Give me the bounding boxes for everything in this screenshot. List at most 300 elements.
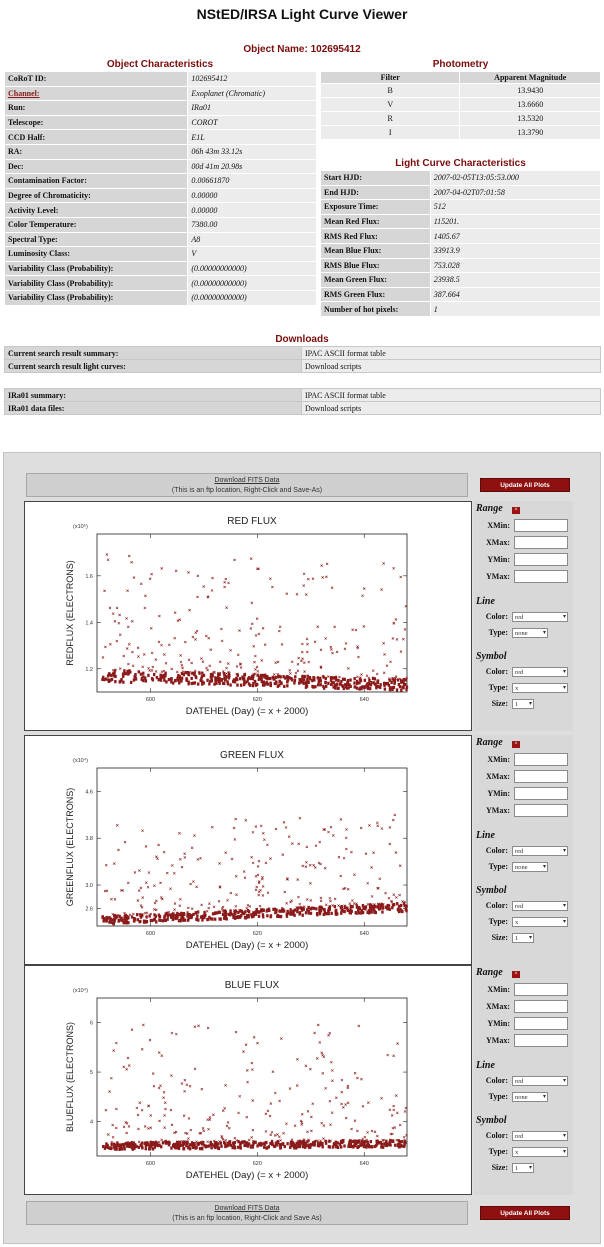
object-characteristic-value: 06h 43m 33.12s (188, 144, 317, 159)
data-point (190, 677, 192, 680)
ymax-label: YMax: (486, 806, 510, 815)
data-point (195, 676, 197, 679)
data-point (114, 675, 116, 678)
data-point (189, 1147, 191, 1150)
light-curve-label: RMS Blue Flux: (321, 258, 431, 273)
data-point (104, 917, 106, 920)
data-point (183, 1142, 185, 1145)
data-point (174, 679, 176, 682)
data-point (236, 678, 238, 681)
data-point (346, 907, 348, 910)
xmax-input[interactable] (514, 1000, 568, 1013)
light-curve-label: Mean Red Flux: (321, 214, 431, 229)
data-point (334, 905, 336, 908)
data-point (307, 681, 309, 684)
data-point (179, 919, 181, 922)
light-curve-row (321, 258, 601, 273)
data-point (239, 915, 241, 918)
data-point (290, 912, 292, 915)
data-point (213, 683, 215, 686)
object-characteristic-label: RA: (5, 144, 188, 159)
data-point (305, 911, 307, 914)
data-point (284, 1145, 286, 1148)
xmax-input[interactable] (514, 536, 568, 549)
line-heading: Line (476, 830, 495, 841)
download-row (5, 389, 601, 402)
xmin-label: XMin: (487, 985, 510, 994)
range-heading: Range (476, 737, 503, 748)
light-curve-label: RMS Red Flux: (321, 229, 431, 244)
line-type-select[interactable] (512, 862, 548, 872)
data-point (378, 907, 380, 910)
data-point (214, 918, 216, 921)
light-curve-value: 512 (430, 200, 600, 215)
symbol-size-label: Size: (491, 699, 508, 708)
chart-y-multiplier: (x10⁴) (73, 758, 88, 764)
data-point (275, 681, 277, 684)
chevron-down-icon: ▾ (562, 1133, 566, 1139)
data-point (275, 908, 277, 911)
xmin-input[interactable] (514, 519, 568, 532)
data-point (368, 1144, 370, 1147)
download-label: Current search result summary: (5, 347, 302, 360)
data-point (113, 1146, 115, 1149)
data-point (323, 687, 325, 690)
symbol-heading: Symbol (476, 885, 507, 896)
data-point (157, 1144, 159, 1147)
data-point (203, 911, 205, 914)
data-point (276, 915, 278, 918)
data-point (267, 683, 269, 686)
data-point (400, 904, 402, 907)
object-characteristic-label: Dec: (5, 159, 188, 174)
update-all-plots-button-top[interactable]: Update All Plots (480, 478, 570, 492)
data-point (360, 687, 362, 690)
symbol-type-label: Type: (488, 683, 508, 692)
data-point (299, 1144, 301, 1147)
symbol-type-select[interactable] (512, 1147, 568, 1157)
symbol-size-value: 1 (515, 1165, 519, 1172)
downloads-table-current (4, 346, 601, 373)
download-row (5, 347, 601, 360)
object-characteristic-value: Exoplanet (Chromatic) (188, 86, 317, 101)
data-point (279, 675, 281, 678)
photometry-row (321, 112, 601, 126)
data-point (375, 1144, 377, 1147)
data-point (334, 686, 336, 689)
xmax-input[interactable] (514, 770, 568, 783)
chevron-down-icon: ▾ (528, 701, 532, 707)
data-point (286, 910, 288, 913)
download-link[interactable]: Download scripts (302, 360, 601, 373)
data-point (360, 679, 362, 682)
data-point (278, 909, 280, 912)
light-curve-label: Mean Blue Flux: (321, 243, 431, 258)
data-point (252, 682, 254, 685)
data-point (301, 914, 303, 917)
chart-y-multiplier: (x10⁵) (73, 524, 88, 530)
data-point (153, 913, 155, 916)
data-point (375, 686, 377, 689)
data-point (367, 1141, 369, 1144)
ymin-input[interactable] (514, 1017, 568, 1030)
data-point (243, 677, 245, 680)
photometry-magnitude: 13.5320 (460, 112, 601, 126)
data-point (256, 1144, 258, 1147)
ymin-input[interactable] (514, 787, 568, 800)
data-point (102, 676, 104, 679)
photometry-filter: R (321, 112, 460, 126)
data-point (247, 909, 249, 912)
data-point (301, 1142, 303, 1145)
scatter-plot (25, 736, 471, 964)
photometry-filter-header: Filter (321, 72, 460, 84)
data-point (234, 915, 236, 918)
data-point (196, 914, 198, 917)
photometry-row (321, 84, 601, 98)
download-fits-link-top[interactable]: Download FITS Data (214, 477, 280, 484)
data-point (400, 689, 402, 692)
photometry-filter: V (321, 98, 460, 112)
chevron-down-icon: ▾ (528, 935, 532, 941)
data-point (185, 678, 187, 681)
photometry-magnitude-header: Apparent Magnitude (460, 72, 601, 84)
fits-download-bar-top (26, 473, 468, 497)
line-color-select[interactable] (512, 1076, 568, 1086)
data-point (166, 918, 168, 921)
light-curve-value: 753.028 (430, 258, 600, 273)
symbol-color-select[interactable] (512, 901, 568, 911)
data-point (102, 1145, 104, 1148)
download-link[interactable]: IPAC ASCII format table (302, 389, 601, 402)
data-point (337, 1146, 339, 1149)
plot-controls (474, 735, 573, 965)
data-point (337, 687, 339, 690)
data-point (218, 1147, 220, 1150)
data-point (381, 1143, 383, 1146)
data-point (315, 907, 317, 910)
object-characteristic-value: COROT (188, 115, 317, 130)
chevron-down-icon: ▾ (562, 919, 566, 925)
light-curve-value: 1 (430, 302, 600, 317)
data-point (120, 678, 122, 681)
light-curve-row (321, 185, 601, 200)
data-point (303, 678, 305, 681)
data-point (385, 1140, 387, 1143)
line-color-value: red (515, 1078, 524, 1085)
symbol-type-select[interactable] (512, 917, 568, 927)
line-heading: Line (476, 1060, 495, 1071)
data-point (191, 1141, 193, 1144)
y-tick-label: 1.4 (85, 620, 93, 627)
data-point (229, 912, 231, 915)
download-link[interactable]: IPAC ASCII format table (302, 347, 601, 360)
range-close-icon[interactable]: × (512, 507, 520, 514)
light-curve-row (321, 243, 601, 258)
data-point (120, 1143, 122, 1146)
data-point (210, 676, 212, 679)
x-axis-label: DATEHEL (Day) (= x + 2000) (185, 706, 309, 717)
symbol-heading: Symbol (476, 1115, 507, 1126)
data-point (199, 1147, 201, 1150)
data-point (224, 1145, 226, 1148)
symbol-type-select[interactable] (512, 683, 568, 693)
data-point (363, 1145, 365, 1148)
data-point (195, 1146, 197, 1149)
data-point (269, 1142, 271, 1145)
object-characteristics-heading: Object Characteristics (106, 59, 214, 70)
data-point (313, 678, 315, 681)
line-type-select[interactable] (512, 628, 548, 638)
data-point (374, 677, 376, 680)
data-point (118, 1148, 120, 1151)
data-point (180, 679, 182, 682)
data-point (314, 685, 316, 688)
data-point (159, 919, 161, 922)
data-point (280, 915, 282, 918)
range-close-icon[interactable]: × (512, 741, 520, 748)
chart-y-multiplier: (x10⁴) (73, 988, 88, 994)
data-point (370, 681, 372, 684)
data-point (236, 683, 238, 686)
data-point (129, 670, 131, 673)
data-point (270, 683, 272, 686)
ymax-input[interactable] (514, 804, 568, 817)
data-point (298, 678, 300, 681)
y-tick-label: 6 (89, 1020, 93, 1027)
light-curve-value: 33913.9 (430, 243, 600, 258)
chart-title: BLUE FLUX (224, 980, 280, 991)
data-point (393, 686, 395, 689)
data-point (148, 1145, 150, 1148)
data-point (218, 677, 220, 680)
light-curve-row (321, 287, 601, 302)
symbol-size-select[interactable] (512, 1163, 534, 1173)
data-point (324, 912, 326, 915)
data-point (359, 1144, 361, 1147)
line-color-select[interactable] (512, 846, 568, 856)
xmin-label: XMin: (487, 521, 510, 530)
data-point (192, 682, 194, 685)
data-point (212, 912, 214, 915)
data-point (388, 904, 390, 907)
object-characteristic-label: Variability Class (Probability): (5, 290, 188, 305)
xmax-label: XMax: (486, 538, 510, 547)
chevron-down-icon: ▾ (528, 1165, 532, 1171)
plot-frame (97, 768, 407, 926)
data-point (173, 1145, 175, 1148)
data-point (141, 677, 143, 680)
data-point (224, 914, 226, 917)
ymin-input[interactable] (514, 553, 568, 566)
data-point (279, 1146, 281, 1149)
photometry-magnitude: 13.6660 (460, 98, 601, 112)
symbol-size-label: Size: (491, 1163, 508, 1172)
symbol-size-select[interactable] (512, 699, 534, 709)
ymax-input[interactable] (514, 570, 568, 583)
data-point (229, 909, 231, 912)
data-point (307, 906, 309, 909)
data-point (195, 918, 197, 921)
range-close-icon[interactable]: × (512, 971, 520, 978)
y-tick-label: 1.6 (85, 573, 93, 580)
data-point (227, 682, 229, 685)
data-point (325, 685, 327, 688)
data-point (341, 905, 343, 908)
data-point (227, 1143, 229, 1146)
download-fits-link-bottom[interactable]: Download FITS Data (214, 1205, 280, 1212)
symbol-color-value: red (515, 1133, 524, 1140)
data-point (328, 1145, 330, 1148)
symbol-color-label: Color: (485, 1131, 508, 1140)
object-characteristic-label: Channel: (5, 86, 188, 101)
xmin-input[interactable] (514, 983, 568, 996)
object-characteristic-label: Color Temperature: (5, 217, 188, 232)
data-point (265, 682, 267, 685)
data-point (351, 905, 353, 908)
download-link[interactable]: Download scripts (302, 402, 601, 415)
data-point (252, 1143, 254, 1146)
line-type-value: none (515, 630, 528, 637)
data-point (403, 1143, 405, 1146)
data-point (295, 1142, 297, 1145)
data-point (172, 918, 174, 921)
data-point (234, 912, 236, 915)
data-point (258, 915, 260, 918)
data-point (239, 677, 241, 680)
symbol-size-select[interactable] (512, 933, 534, 943)
chevron-down-icon: ▾ (562, 848, 566, 854)
data-point (125, 921, 127, 924)
data-point (226, 917, 228, 920)
data-point (286, 675, 288, 678)
data-point (201, 682, 203, 685)
chevron-down-icon: ▾ (562, 1078, 566, 1084)
data-point (142, 672, 144, 675)
data-point (187, 913, 189, 916)
data-point (160, 1145, 162, 1148)
symbol-color-value: red (515, 903, 524, 910)
plot-panel (24, 735, 472, 965)
data-point (232, 680, 234, 683)
data-point (357, 909, 359, 912)
light-curve-value: 115201. (430, 214, 600, 229)
data-point (373, 908, 375, 911)
object-characteristic-value: 0.00000 (188, 188, 317, 203)
downloads-table-run (4, 388, 601, 415)
data-point (332, 1145, 334, 1148)
data-point (381, 910, 383, 913)
data-point (219, 918, 221, 921)
data-point (176, 677, 178, 680)
data-point (200, 679, 202, 682)
data-point (353, 681, 355, 684)
light-curve-row (321, 273, 601, 288)
data-point (401, 1145, 403, 1148)
plot-panel (24, 501, 472, 731)
y-axis-label: GREENFLUX (ELECTRONS) (65, 787, 75, 907)
line-type-value: none (515, 864, 528, 871)
data-point (349, 908, 351, 911)
object-characteristic-row (5, 290, 317, 305)
data-point (122, 675, 124, 678)
x-tick-label: 640 (359, 697, 369, 703)
data-point (393, 903, 395, 906)
data-point (201, 672, 203, 675)
data-point (141, 1146, 143, 1149)
range-heading: Range (476, 967, 503, 978)
data-point (224, 678, 226, 681)
data-point (145, 1147, 147, 1150)
line-type-label: Type: (488, 1092, 508, 1101)
data-point (336, 912, 338, 915)
object-characteristic-label: Spectral Type: (5, 232, 188, 247)
data-point (405, 908, 407, 911)
data-point (163, 674, 165, 677)
data-point (317, 676, 319, 679)
object-characteristic-row (5, 203, 317, 218)
object-characteristic-row (5, 101, 317, 116)
data-point (289, 908, 291, 911)
data-point (347, 1145, 349, 1148)
data-point (170, 677, 172, 680)
photometry-filter: I (321, 126, 460, 140)
data-point (113, 1143, 115, 1146)
data-point (105, 677, 107, 680)
symbol-color-select[interactable] (512, 667, 568, 677)
object-characteristic-row (5, 130, 317, 145)
light-curve-label: End HJD: (321, 185, 431, 200)
data-point (349, 678, 351, 681)
ymin-label: YMin: (487, 555, 510, 564)
data-point (387, 1143, 389, 1146)
ymax-input[interactable] (514, 1034, 568, 1047)
data-point (263, 1146, 265, 1149)
downloads-heading: Downloads (275, 334, 329, 345)
update-all-plots-button-bottom[interactable]: Update All Plots (480, 1206, 570, 1220)
data-point (396, 902, 398, 905)
object-characteristic-value: (0.00000000000) (188, 290, 317, 305)
data-point (214, 676, 216, 679)
data-point (325, 681, 327, 684)
x-tick-label: 620 (252, 931, 262, 937)
data-point (279, 1143, 281, 1146)
ymax-label: YMax: (486, 1036, 510, 1045)
data-point (368, 911, 370, 914)
line-type-select[interactable] (512, 1092, 548, 1102)
data-point (391, 677, 393, 680)
object-characteristic-value: A8 (188, 232, 317, 247)
data-point (115, 1144, 117, 1147)
xmin-label: XMin: (487, 755, 510, 764)
data-point (366, 682, 368, 685)
light-curve-value: 2007-02-05T13:05:53.000 (430, 171, 600, 186)
data-point (261, 680, 263, 683)
object-characteristic-value: 0.00661870 (188, 174, 317, 189)
symbol-color-select[interactable] (512, 1131, 568, 1141)
ymin-label: YMin: (487, 789, 510, 798)
data-point (140, 1143, 142, 1146)
line-color-select[interactable] (512, 612, 568, 622)
xmin-input[interactable] (514, 753, 568, 766)
object-characteristic-label: Contamination Factor: (5, 174, 188, 189)
data-point (114, 918, 116, 921)
line-color-label: Color: (485, 1076, 508, 1085)
data-point (186, 1140, 188, 1143)
data-point (138, 670, 140, 673)
data-point (373, 681, 375, 684)
data-point (401, 686, 403, 689)
